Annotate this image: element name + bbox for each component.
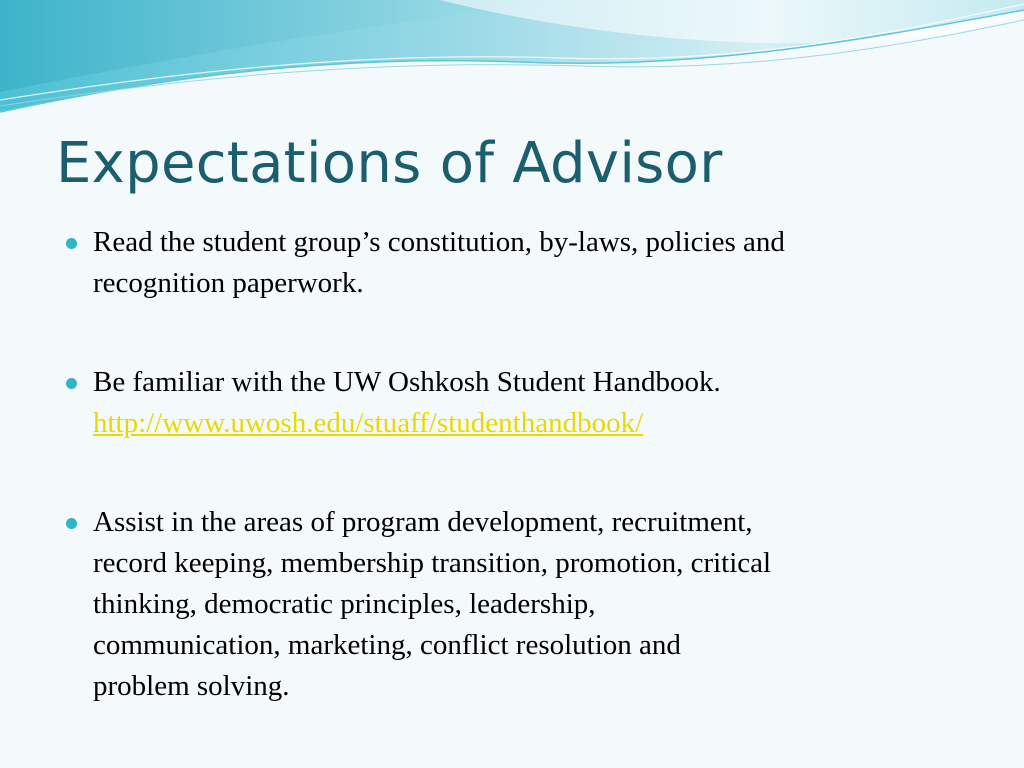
bullet-item <box>64 502 984 707</box>
bullet-text-line: Assist in the areas of program development, recruitment, <box>93 506 753 538</box>
slide-title: Expectations of Advisor <box>56 131 723 196</box>
bullet-text-line: record keeping, membership transition, promotion, critical <box>93 547 772 579</box>
bullet-dot-icon <box>66 378 77 389</box>
bullet-text-line: thinking, democratic principles, leadership, <box>93 588 596 620</box>
bullet-item <box>64 362 984 444</box>
header-wave-decoration <box>0 0 1024 130</box>
bullet-dot-icon <box>66 518 77 529</box>
bullet-text-line: Read the student group’s constitution, by-laws, policies and <box>93 226 785 258</box>
bullet-text-line: Be familiar with the UW Oshkosh Student Handbook. <box>93 366 721 398</box>
bullet-dot-icon <box>66 238 77 249</box>
bullet-list <box>64 222 984 707</box>
bullet-text-line: communication, marketing, conflict resolution and <box>93 629 681 661</box>
bullet-link-line <box>93 403 984 444</box>
bullet-text-line: problem solving. <box>93 670 290 702</box>
bullet-text-line: recognition paperwork. <box>93 267 364 299</box>
handbook-link[interactable]: http://www.uwosh.edu/stuaff/studenthandbook/ <box>93 407 644 439</box>
bullet-item <box>64 222 984 304</box>
